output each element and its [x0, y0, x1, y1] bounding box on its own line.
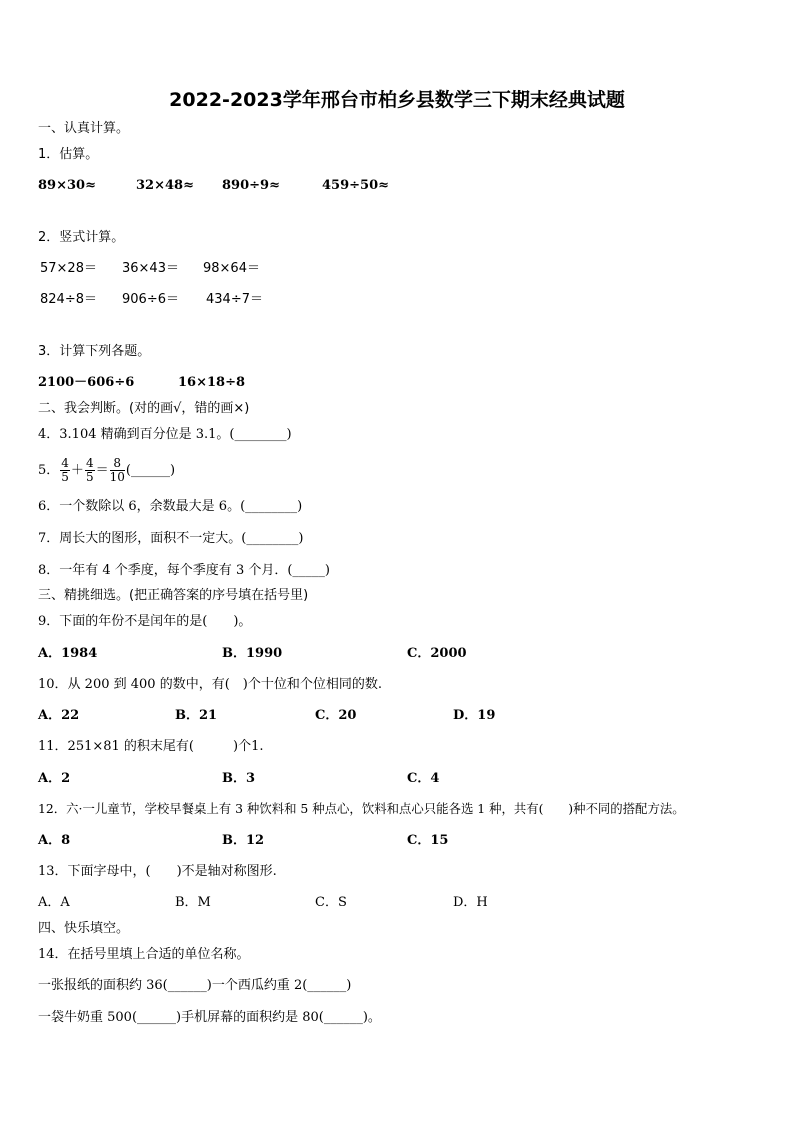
q14-line: 一张报纸的面积约 36(______)一个西瓜约重 2(______): [38, 978, 352, 993]
option: C．15: [407, 833, 449, 848]
option: A．2: [38, 771, 71, 786]
option: A．8: [38, 833, 71, 848]
q8-text: 8．一年有 4 个季度，每个季度有 3 个月．(_____): [38, 563, 330, 578]
section-2-heading: 二、我会判断。(对的画√，错的画×): [38, 401, 250, 416]
plus-sign: ＋: [70, 463, 84, 478]
q1-label: 1．估算。: [38, 147, 99, 162]
q7-text: 7．周长大的图形，面积不一定大。(________): [38, 531, 304, 546]
option: B．M: [175, 895, 211, 910]
q1-item: 459÷50≈: [322, 178, 390, 193]
fraction: [85, 457, 95, 484]
option: C．20: [315, 708, 357, 723]
option: A．A: [38, 895, 70, 910]
q2-item: 434÷7＝: [206, 292, 263, 307]
fraction-numerator: 8: [110, 457, 125, 471]
q14-line: 一袋牛奶重 500(______)手机屏幕的面积约是 80(______)。: [38, 1010, 381, 1025]
q2-item: 57×28＝: [40, 261, 97, 276]
section-1-heading: 一、认真计算。: [38, 121, 130, 136]
option: D．19: [453, 708, 496, 723]
equals-sign: ＝: [95, 463, 109, 478]
q3-item: 2100－606÷6: [38, 375, 135, 390]
fraction-numerator: 4: [61, 456, 69, 470]
option: A．1984: [38, 646, 98, 661]
option: C．S: [315, 895, 347, 910]
option: B．1990: [222, 646, 283, 661]
fraction-denominator: 5: [85, 470, 94, 484]
q6-text: 6．一个数除以 6，余数最大是 6。(________): [38, 499, 303, 514]
q9-stem: 9．下面的年份不是闰年的是( )。: [38, 614, 252, 629]
section-4-heading: 四、快乐填空。: [38, 921, 130, 936]
q5-prefix: 5．: [38, 463, 60, 478]
q1-item: 89×30≈: [38, 178, 96, 193]
q12-stem: 12．六·一儿童节，学校早餐桌上有 3 种饮料和 5 种点心，饮料和点心只能各选 1 种，共有( )种不同的搭配方法。: [38, 801, 685, 816]
option: B．12: [222, 833, 265, 848]
fraction-denominator: 5: [61, 470, 69, 484]
q3-label: 3．计算下列各题。: [38, 344, 151, 359]
option: C．2000: [407, 646, 467, 661]
q2-label: 2．竖式计算。: [38, 230, 125, 245]
q5-line: [38, 456, 175, 486]
q2-item: 906÷6＝: [122, 292, 179, 307]
option: D．H: [453, 895, 488, 910]
q2-item: 824÷8＝: [40, 292, 97, 307]
page-title: 2022-2023学年邢台市柏乡县数学三下期末经典试题: [169, 89, 625, 111]
q11-stem: 11．251×81 的积末尾有( )个1.: [38, 739, 264, 754]
q2-item: 98×64＝: [203, 261, 260, 276]
fraction: [110, 457, 125, 484]
q14-label: 14．在括号里填上合适的单位名称。: [38, 947, 250, 962]
q4-text: 4．3.104 精确到百分位是 3.1。(________): [38, 427, 292, 442]
q5-suffix: (______): [125, 463, 176, 478]
q2-item: 36×43＝: [122, 261, 179, 276]
q10-stem: 10．从 200 到 400 的数中，有( )个十位和个位相同的数.: [38, 677, 382, 692]
option: A．22: [38, 708, 80, 723]
q3-item: 16×18÷8: [178, 375, 246, 390]
option: B．3: [222, 771, 256, 786]
option: B．21: [175, 708, 218, 723]
fraction-denominator: 10: [109, 470, 125, 484]
section-3-heading: 三、精挑细选。(把正确答案的序号填在括号里): [38, 588, 309, 603]
q1-item: 32×48≈: [136, 178, 194, 193]
fraction-numerator: 4: [85, 456, 94, 470]
option: C．4: [407, 771, 440, 786]
q1-item: 890÷9≈: [222, 178, 280, 193]
fraction: [60, 457, 70, 484]
q13-stem: 13．下面字母中，( )不是轴对称图形.: [38, 864, 277, 879]
